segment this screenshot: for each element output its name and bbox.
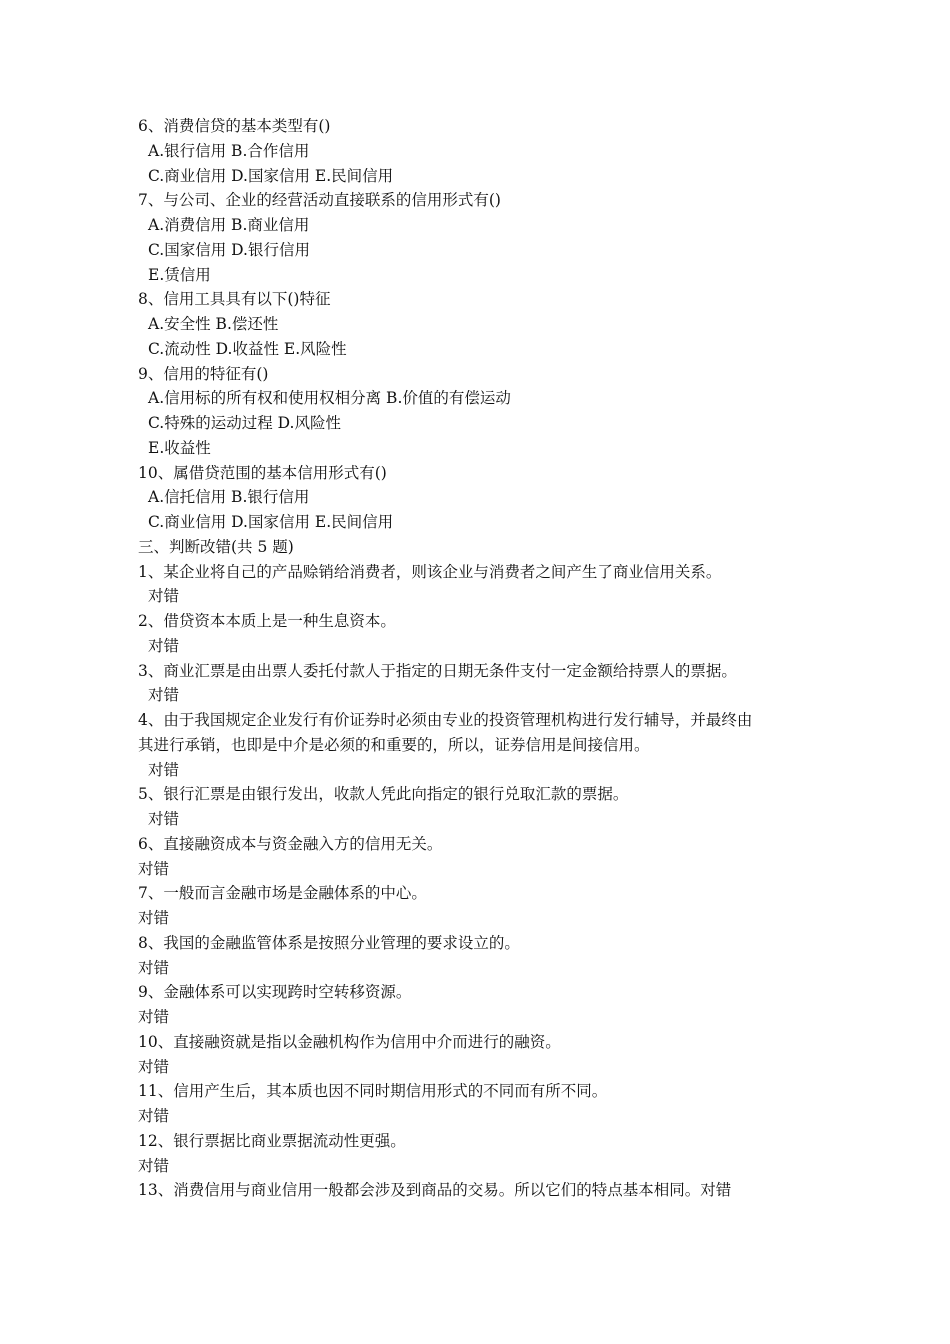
text-line: 7、一般而言金融市场是金融体系的中心。 xyxy=(138,884,427,903)
text-line: C.特殊的运动过程 D.风险性 xyxy=(148,414,341,432)
text-line: A.消费信用 B.商业信用 xyxy=(148,216,310,234)
text-line: C.商业信用 D.国家信用 E.民间信用 xyxy=(148,513,394,531)
text-line: 7、与公司、企业的经营活动直接联系的信用形式有() xyxy=(138,191,501,210)
text-line: 10、属借贷范围的基本信用形式有() xyxy=(138,463,387,482)
text-line: 对错 xyxy=(138,958,170,977)
text-line: 对错 xyxy=(148,760,180,779)
text-line: 11、信用产生后，其本质也因不同时期信用形式的不同而有所不同。 xyxy=(138,1082,608,1101)
text-line: 三、判断改错(共 5 题) xyxy=(138,537,294,556)
text-line: 对错 xyxy=(138,1156,170,1175)
text-line: 对错 xyxy=(148,810,180,828)
text-line: A.信托信用 B.银行信用 xyxy=(148,488,310,507)
text-line: 12、银行票据比商业票据流动性更强。 xyxy=(138,1131,406,1150)
text-line: 对错 xyxy=(148,686,180,705)
text-line: C.流动性 D.收益性 E.风险性 xyxy=(148,339,347,358)
text-line: C.商业信用 D.国家信用 E.民间信用 xyxy=(148,166,394,185)
text-line: E.赁信用 xyxy=(148,265,211,284)
text-line: A.银行信用 B.合作信用 xyxy=(148,141,310,160)
text-line: 1、某企业将自己的产品赊销给消费者，则该企业与消费者之间产生了商业信用关系。 xyxy=(138,562,722,581)
text-line: 对错 xyxy=(138,1107,170,1125)
text-line: 6、直接融资成本与资金融入方的信用无关。 xyxy=(138,834,443,853)
text-line: 对错 xyxy=(138,909,170,927)
document-body xyxy=(138,114,818,1203)
text-line: 9、金融体系可以实现跨时空转移资源。 xyxy=(138,983,412,1002)
text-line: A.安全性 B.偿还性 xyxy=(148,315,279,333)
text-line: C.国家信用 D.银行信用 xyxy=(148,240,310,259)
text-line: 6、消费信贷的基本类型有() xyxy=(138,117,331,135)
text-line: 5、银行汇票是由银行发出，收款人凭此向指定的银行兑取汇款的票据。 xyxy=(138,785,629,804)
text-line: 8、信用工具具有以下()特征 xyxy=(138,290,331,309)
text-line: 10、直接融资就是指以金融机构作为信用中介而进行的融资。 xyxy=(138,1032,561,1051)
text-line: 对错 xyxy=(148,587,180,606)
text-line: 对错 xyxy=(138,1057,170,1076)
text-line: 9、信用的特征有() xyxy=(138,364,269,383)
text-line: 4、由于我国规定企业发行有价证券时必须由专业的投资管理机构进行发行辅导，并最终由 xyxy=(138,711,753,729)
text-line: 2、借贷资本本质上是一种生息资本。 xyxy=(138,612,396,630)
text-line: 其进行承销，也即是中介是必须的和重要的，所以，证券信用是间接信用。 xyxy=(138,735,650,754)
text-line: 对错 xyxy=(148,636,180,655)
text-line: E.收益性 xyxy=(148,438,211,457)
text-line: 3、商业汇票是由出票人委托付款人于指定的日期无条件支付一定金额给持票人的票据。 xyxy=(138,661,737,680)
text-line: 对错 xyxy=(138,859,170,878)
text-line: 对错 xyxy=(138,1008,170,1026)
text-line: 13、消费信用与商业信用一般都会涉及到商品的交易。所以它们的特点基本相同。对错 xyxy=(138,1181,732,1200)
text-line: 8、我国的金融监管体系是按照分业管理的要求设立的。 xyxy=(138,933,520,952)
text-line: A.信用标的所有权和使用权相分离 B.价值的有偿运动 xyxy=(148,389,511,408)
